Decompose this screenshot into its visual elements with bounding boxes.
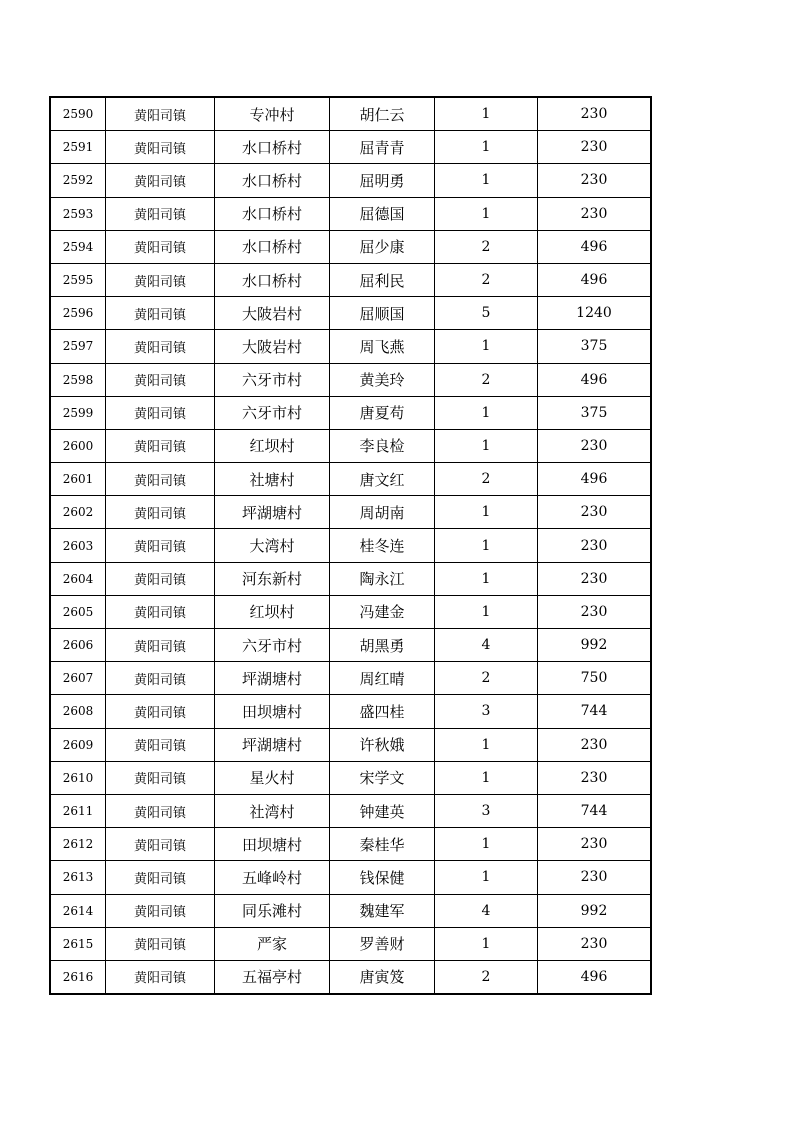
household-count-cell: 2 [435,662,538,695]
amount-cell: 230 [538,861,652,894]
name-cell: 盛四桂 [330,695,435,728]
table-row [50,927,651,960]
name-cell: 胡仁云 [330,97,435,131]
table-row [50,164,651,197]
household-count-cell: 1 [435,396,538,429]
table-row [50,230,651,263]
amount-cell: 992 [538,629,652,662]
name-cell: 屈德国 [330,197,435,230]
village-cell: 社湾村 [215,794,330,827]
town-cell: 黄阳司镇 [106,562,215,595]
table-row [50,629,651,662]
amount-cell: 230 [538,97,652,131]
village-cell: 田坝塘村 [215,695,330,728]
table-row [50,662,651,695]
town-cell: 黄阳司镇 [106,131,215,164]
table-row [50,496,651,529]
town-cell: 黄阳司镇 [106,463,215,496]
town-cell: 黄阳司镇 [106,894,215,927]
amount-cell: 496 [538,463,652,496]
town-cell: 黄阳司镇 [106,595,215,628]
name-cell: 桂冬连 [330,529,435,562]
record-number-cell: 2616 [50,960,106,994]
record-number-cell: 2599 [50,396,106,429]
town-cell: 黄阳司镇 [106,927,215,960]
amount-cell: 496 [538,230,652,263]
village-cell: 河东新村 [215,562,330,595]
amount-cell: 496 [538,960,652,994]
village-cell: 星火村 [215,761,330,794]
record-number-cell: 2591 [50,131,106,164]
name-cell: 陶永江 [330,562,435,595]
table-row [50,761,651,794]
name-cell: 钟建英 [330,794,435,827]
household-count-cell: 1 [435,496,538,529]
record-number-cell: 2605 [50,595,106,628]
amount-cell: 744 [538,794,652,827]
town-cell: 黄阳司镇 [106,828,215,861]
table-row [50,429,651,462]
table-row [50,197,651,230]
village-cell: 社塘村 [215,463,330,496]
record-number-cell: 2600 [50,429,106,462]
village-cell: 专冲村 [215,97,330,131]
town-cell: 黄阳司镇 [106,97,215,131]
amount-cell: 230 [538,761,652,794]
village-cell: 六牙市村 [215,629,330,662]
village-cell: 红坝村 [215,429,330,462]
amount-cell: 230 [538,595,652,628]
table-row [50,396,651,429]
name-cell: 周红晴 [330,662,435,695]
record-number-cell: 2613 [50,861,106,894]
amount-cell: 375 [538,396,652,429]
household-count-cell: 2 [435,363,538,396]
record-number-cell: 2609 [50,728,106,761]
household-count-cell: 4 [435,894,538,927]
table-row [50,297,651,330]
town-cell: 黄阳司镇 [106,263,215,296]
town-cell: 黄阳司镇 [106,164,215,197]
table-row [50,595,651,628]
town-cell: 黄阳司镇 [106,230,215,263]
record-number-cell: 2607 [50,662,106,695]
household-count-cell: 1 [435,861,538,894]
amount-cell: 375 [538,330,652,363]
village-cell: 坪湖塘村 [215,496,330,529]
record-number-cell: 2610 [50,761,106,794]
amount-cell: 230 [538,496,652,529]
amount-cell: 750 [538,662,652,695]
household-count-cell: 1 [435,562,538,595]
town-cell: 黄阳司镇 [106,662,215,695]
records-table [49,96,652,995]
table-row [50,861,651,894]
name-cell: 冯建金 [330,595,435,628]
household-count-cell: 1 [435,330,538,363]
amount-cell: 230 [538,197,652,230]
household-count-cell: 3 [435,695,538,728]
town-cell: 黄阳司镇 [106,363,215,396]
records-table-body [50,97,651,994]
household-count-cell: 3 [435,794,538,827]
name-cell: 许秋娥 [330,728,435,761]
amount-cell: 230 [538,529,652,562]
record-number-cell: 2602 [50,496,106,529]
village-cell: 水口桥村 [215,197,330,230]
record-number-cell: 2594 [50,230,106,263]
record-number-cell: 2596 [50,297,106,330]
village-cell: 红坝村 [215,595,330,628]
village-cell: 水口桥村 [215,131,330,164]
household-count-cell: 1 [435,429,538,462]
record-number-cell: 2590 [50,97,106,131]
town-cell: 黄阳司镇 [106,695,215,728]
table-row [50,728,651,761]
record-number-cell: 2604 [50,562,106,595]
household-count-cell: 1 [435,97,538,131]
record-number-cell: 2597 [50,330,106,363]
amount-cell: 496 [538,363,652,396]
household-count-cell: 5 [435,297,538,330]
town-cell: 黄阳司镇 [106,861,215,894]
record-number-cell: 2592 [50,164,106,197]
village-cell: 五峰岭村 [215,861,330,894]
town-cell: 黄阳司镇 [106,396,215,429]
table-row [50,794,651,827]
village-cell: 大陂岩村 [215,297,330,330]
name-cell: 屈顺国 [330,297,435,330]
village-cell: 水口桥村 [215,230,330,263]
household-count-cell: 1 [435,595,538,628]
household-count-cell: 2 [435,263,538,296]
table-row [50,131,651,164]
name-cell: 屈利民 [330,263,435,296]
name-cell: 唐夏苟 [330,396,435,429]
town-cell: 黄阳司镇 [106,429,215,462]
amount-cell: 230 [538,927,652,960]
record-number-cell: 2606 [50,629,106,662]
household-count-cell: 4 [435,629,538,662]
household-count-cell: 1 [435,197,538,230]
household-count-cell: 2 [435,230,538,263]
name-cell: 周胡南 [330,496,435,529]
household-count-cell: 1 [435,529,538,562]
village-cell: 田坝塘村 [215,828,330,861]
village-cell: 大湾村 [215,529,330,562]
town-cell: 黄阳司镇 [106,629,215,662]
town-cell: 黄阳司镇 [106,761,215,794]
table-row [50,529,651,562]
table-row [50,828,651,861]
town-cell: 黄阳司镇 [106,960,215,994]
town-cell: 黄阳司镇 [106,794,215,827]
record-number-cell: 2612 [50,828,106,861]
record-number-cell: 2611 [50,794,106,827]
amount-cell: 744 [538,695,652,728]
table-row [50,562,651,595]
amount-cell: 1240 [538,297,652,330]
table-row [50,363,651,396]
amount-cell: 230 [538,562,652,595]
name-cell: 钱保健 [330,861,435,894]
name-cell: 罗善财 [330,927,435,960]
amount-cell: 230 [538,429,652,462]
village-cell: 五福亭村 [215,960,330,994]
table-row [50,97,651,131]
table-row [50,463,651,496]
household-count-cell: 1 [435,728,538,761]
amount-cell: 230 [538,131,652,164]
table-row [50,960,651,994]
household-count-cell: 2 [435,960,538,994]
town-cell: 黄阳司镇 [106,297,215,330]
town-cell: 黄阳司镇 [106,197,215,230]
village-cell: 水口桥村 [215,164,330,197]
name-cell: 屈明勇 [330,164,435,197]
town-cell: 黄阳司镇 [106,496,215,529]
name-cell: 魏建军 [330,894,435,927]
household-count-cell: 1 [435,828,538,861]
record-number-cell: 2593 [50,197,106,230]
name-cell: 周飞燕 [330,330,435,363]
household-count-cell: 1 [435,131,538,164]
town-cell: 黄阳司镇 [106,330,215,363]
household-count-cell: 2 [435,463,538,496]
table-row [50,330,651,363]
village-cell: 坪湖塘村 [215,662,330,695]
name-cell: 秦桂华 [330,828,435,861]
name-cell: 黄美玲 [330,363,435,396]
name-cell: 屈青青 [330,131,435,164]
record-number-cell: 2598 [50,363,106,396]
record-number-cell: 2615 [50,927,106,960]
town-cell: 黄阳司镇 [106,728,215,761]
amount-cell: 230 [538,828,652,861]
town-cell: 黄阳司镇 [106,529,215,562]
household-count-cell: 1 [435,927,538,960]
record-number-cell: 2601 [50,463,106,496]
table-row [50,263,651,296]
village-cell: 严家 [215,927,330,960]
record-number-cell: 2595 [50,263,106,296]
village-cell: 六牙市村 [215,363,330,396]
name-cell: 宋学文 [330,761,435,794]
name-cell: 唐文红 [330,463,435,496]
village-cell: 坪湖塘村 [215,728,330,761]
village-cell: 同乐滩村 [215,894,330,927]
amount-cell: 230 [538,164,652,197]
amount-cell: 496 [538,263,652,296]
village-cell: 大陂岩村 [215,330,330,363]
record-number-cell: 2603 [50,529,106,562]
record-number-cell: 2614 [50,894,106,927]
name-cell: 唐寅笈 [330,960,435,994]
village-cell: 六牙市村 [215,396,330,429]
name-cell: 屈少康 [330,230,435,263]
name-cell: 李良检 [330,429,435,462]
table-row [50,894,651,927]
household-count-cell: 1 [435,164,538,197]
name-cell: 胡黑勇 [330,629,435,662]
amount-cell: 992 [538,894,652,927]
household-count-cell: 1 [435,761,538,794]
table-row [50,695,651,728]
amount-cell: 230 [538,728,652,761]
record-number-cell: 2608 [50,695,106,728]
village-cell: 水口桥村 [215,263,330,296]
